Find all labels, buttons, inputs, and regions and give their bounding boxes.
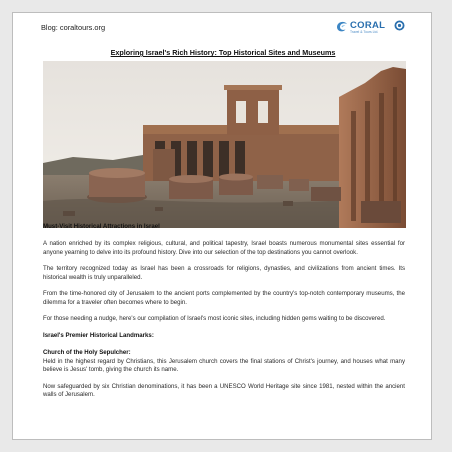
landmark-name: Church of the Holy Sepulcher: — [43, 349, 131, 357]
document-page — [12, 12, 432, 440]
paragraph-4: For those needing a nudge, here's our compilation of Israel's most iconic sites, including hidden gems waiting to be discovered. — [43, 315, 386, 323]
paragraph-1: A nation enriched by its complex religious, cultural, and political tapestry, Israel boasts numerous monumental sites essential for anyone yearning to delve into its profound history. Dive into our selection of the top destinations you cannot overlook. — [43, 240, 405, 256]
paragraph-3: From the time-honored city of Jerusalem to the ancient ports complemented by the country's top-notch contemporary museums, the dilemma for a traveler often becomes where to begin. — [43, 290, 405, 306]
blog-label[interactable]: Blog: coraltours.org — [41, 23, 106, 32]
coral-logo[interactable] — [335, 16, 405, 36]
article-body — [43, 223, 405, 408]
logo-tagline: Travel & Tours Ltd. — [350, 30, 379, 34]
paragraph-2: The territory recognized today as Israel has been a crossroads for religions, dynasties, and civilizations from ancient times. Its historical wealth is truly unparalleled. — [43, 265, 405, 281]
page-header — [13, 13, 431, 43]
ancient-ruins-photo-icon — [43, 61, 406, 228]
landmark-paragraph-1: Held in the highest regard by Christians, this Jerusalem church covers the final stations of Christ's journey, and houses what many believe is Jesus' tomb, giving the church its name. — [43, 357, 405, 374]
hero-image — [43, 61, 406, 228]
section-heading: Must-Visit Historical Attractions in Israel — [43, 223, 160, 230]
coral-swirl-icon — [335, 19, 349, 33]
landmarks-heading: Israel's Premier Historical Landmarks: — [43, 332, 154, 339]
logo-emblem-icon — [394, 20, 405, 31]
logo-text: CORAL — [350, 20, 386, 31]
landmark-paragraph-2: Now safeguarded by six Christian denominations, it has been a UNESCO World Heritage site since 1981, nested within the ancient walls of Jerusalem. — [43, 382, 405, 399]
article-title: Exploring Israel's Rich History: Top Historical Sites and Museums — [110, 48, 336, 57]
